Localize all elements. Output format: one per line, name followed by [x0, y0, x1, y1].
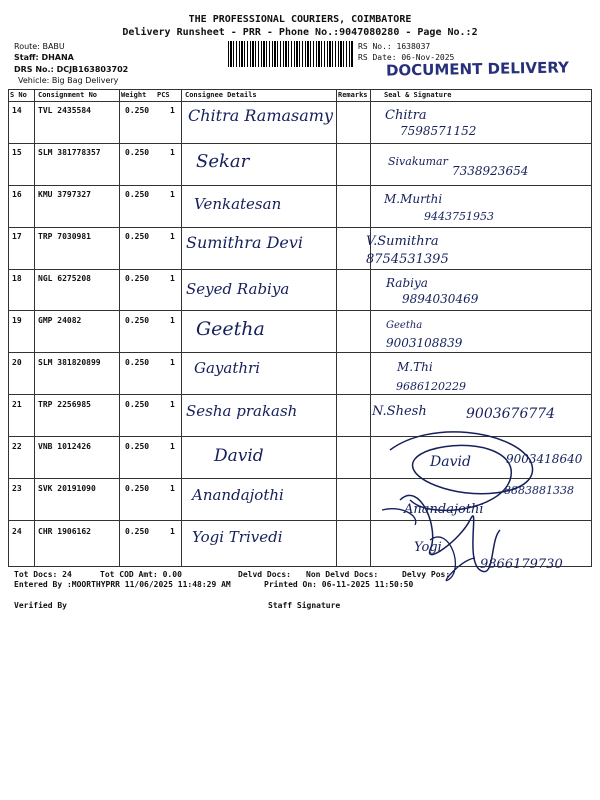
row-consignment-no: CHR 1906162 — [38, 527, 91, 536]
col-divider — [591, 89, 592, 566]
col-header-remarks: Remarks — [338, 91, 368, 99]
entered-by: Entered By :MOORTHYPRR 11/06/2025 11:48:29 AM — [14, 580, 231, 589]
col-divider — [370, 89, 371, 566]
row-divider — [8, 185, 592, 186]
row-consignee-handwritten: Geetha — [196, 318, 265, 340]
col-divider — [34, 89, 35, 566]
row-consignee-handwritten: Sekar — [196, 151, 250, 172]
col-header-consignment: Consignment No — [38, 91, 98, 99]
row-phone: 7338923654 — [452, 164, 529, 178]
row-signature: Anandajothi — [404, 502, 484, 517]
row-consignment-no: VNB 1012426 — [38, 442, 91, 451]
row-divider — [8, 227, 592, 228]
row-phone: 9003676774 — [466, 406, 556, 422]
row-pcs: 1 — [170, 232, 175, 241]
rs-number: RS No.: 1638037 — [358, 42, 431, 51]
row-signature: M.Murthi — [384, 192, 443, 206]
row-phone: 8883881338 — [504, 484, 574, 497]
row-phone: 9443751953 — [424, 210, 494, 223]
runsheet-title: Delivery Runsheet - PRR - Phone No.:9047080280 - Page No.:2 — [122, 27, 478, 38]
row-weight: 0.250 — [125, 400, 150, 409]
verified-by: Verified By — [14, 601, 67, 610]
delivery-pos: Delvy Pos: — [402, 570, 451, 579]
row-weight: 0.250 — [125, 484, 150, 493]
row-consignment-no: KMU 3797327 — [38, 190, 91, 199]
row-phone: 7598571152 — [400, 124, 477, 138]
col-divider — [336, 89, 337, 566]
row-sno: 17 — [12, 232, 22, 241]
row-phone: 8754531395 — [366, 252, 449, 267]
row-consignment-no: TRP 2256985 — [38, 400, 91, 409]
row-pcs: 1 — [170, 484, 175, 493]
row-consignee-handwritten: Venkatesan — [194, 195, 282, 213]
col-divider — [181, 89, 182, 566]
row-divider — [8, 478, 592, 479]
row-sno: 21 — [12, 400, 22, 409]
row-pcs: 1 — [170, 106, 175, 115]
row-phone: 9894030469 — [402, 292, 479, 306]
row-divider — [8, 143, 592, 144]
row-pcs: 1 — [170, 442, 175, 451]
row-signature: Rabiya — [386, 276, 428, 290]
drs-number: DRS No.: DCJB163803702 — [14, 65, 129, 74]
vehicle-label: Vehicle: Big Bag Delivery — [18, 76, 119, 85]
row-weight: 0.250 — [125, 232, 150, 241]
row-weight: 0.250 — [125, 316, 150, 325]
row-signature: Chitra — [385, 108, 427, 123]
row-consignee-handwritten: Seyed Rabiya — [186, 280, 290, 298]
col-header-pcs: PCS — [157, 91, 170, 99]
row-weight: 0.250 — [125, 527, 150, 536]
row-pcs: 1 — [170, 148, 175, 157]
row-signature: Yogi — [414, 540, 442, 555]
row-weight: 0.250 — [125, 442, 150, 451]
row-divider — [8, 269, 592, 270]
row-consignment-no: TVL 2435584 — [38, 106, 91, 115]
staff-label: Staff: DHANA — [14, 53, 74, 62]
row-weight: 0.250 — [125, 148, 150, 157]
row-pcs: 1 — [170, 274, 175, 283]
row-sno: 16 — [12, 190, 22, 199]
row-consignment-no: GMP 24082 — [38, 316, 82, 325]
row-divider — [8, 394, 592, 395]
printed-on: Printed On: 06-11-2025 11:50:50 — [264, 580, 414, 589]
row-sno: 20 — [12, 358, 22, 367]
row-sno: 23 — [12, 484, 22, 493]
non-delivered-docs: Non Delvd Docs: — [306, 570, 379, 579]
row-signature: David — [430, 454, 471, 470]
table-top-border — [8, 89, 592, 90]
document-delivery-stamp: DOCUMENT DELIVERY — [385, 58, 570, 80]
row-sno: 22 — [12, 442, 22, 451]
row-phone: 9003108839 — [386, 336, 463, 350]
row-phone: 9003418640 — [506, 452, 583, 466]
col-header-weight: Weight — [121, 91, 147, 99]
row-pcs: 1 — [170, 190, 175, 199]
col-header-sno: S No — [10, 91, 27, 99]
row-pcs: 1 — [170, 358, 175, 367]
row-consignee-handwritten: Yogi Trivedi — [192, 528, 283, 546]
row-signature: V.Sumithra — [366, 234, 439, 249]
row-consignment-no: NGL 6275208 — [38, 274, 91, 283]
row-consignee-handwritten: Gayathri — [194, 359, 260, 377]
row-weight: 0.250 — [125, 190, 150, 199]
row-sno: 24 — [12, 527, 22, 536]
col-header-seal: Seal & Signature — [384, 91, 452, 99]
company-name: THE PROFESSIONAL COURIERS, COIMBATORE — [188, 14, 412, 25]
row-signature: M.Thi — [397, 360, 433, 374]
row-pcs: 1 — [170, 316, 175, 325]
route-label: Route: BABU — [14, 42, 65, 51]
col-divider — [8, 89, 9, 566]
barcode — [228, 41, 354, 67]
row-weight: 0.250 — [125, 106, 150, 115]
row-phone: 9686120229 — [396, 380, 466, 393]
row-pcs: 1 — [170, 400, 175, 409]
total-cod-amount: Tot COD Amt: 0.00 — [100, 570, 182, 579]
row-weight: 0.250 — [125, 358, 150, 367]
row-consignment-no: SVK 20191090 — [38, 484, 96, 493]
row-sno: 15 — [12, 148, 22, 157]
staff-signature: Staff Signature — [268, 601, 341, 610]
col-divider — [119, 89, 120, 566]
row-divider — [8, 310, 592, 311]
row-consignment-no: SLM 381778357 — [38, 148, 101, 157]
row-consignee-handwritten: David — [214, 446, 264, 466]
row-signature: Sivakumar — [388, 155, 448, 168]
row-signature: N.Shesh — [372, 404, 427, 419]
row-phone: 9866179730 — [480, 557, 563, 572]
row-consignee-handwritten: Chitra Ramasamy — [188, 106, 333, 125]
row-divider — [8, 436, 592, 437]
rs-date: RS Date: 06-Nov-2025 — [358, 53, 455, 62]
row-divider — [8, 520, 592, 521]
row-consignee-handwritten: Sumithra Devi — [186, 233, 304, 252]
total-docs: Tot Docs: 24 — [14, 570, 72, 579]
row-sno: 19 — [12, 316, 22, 325]
row-consignee-handwritten: Sesha prakash — [186, 402, 298, 420]
row-sno: 18 — [12, 274, 22, 283]
row-consignment-no: TRP 7030981 — [38, 232, 91, 241]
row-divider — [8, 352, 592, 353]
row-signature: Geetha — [386, 320, 423, 331]
row-sno: 14 — [12, 106, 22, 115]
row-weight: 0.250 — [125, 274, 150, 283]
header-bottom-border — [8, 101, 592, 102]
delivered-docs: Delvd Docs: — [238, 570, 291, 579]
row-pcs: 1 — [170, 527, 175, 536]
row-consignment-no: SLM 381820899 — [38, 358, 101, 367]
col-header-consignee: Consignee Details — [185, 91, 257, 99]
row-consignee-handwritten: Anandajothi — [192, 486, 284, 504]
